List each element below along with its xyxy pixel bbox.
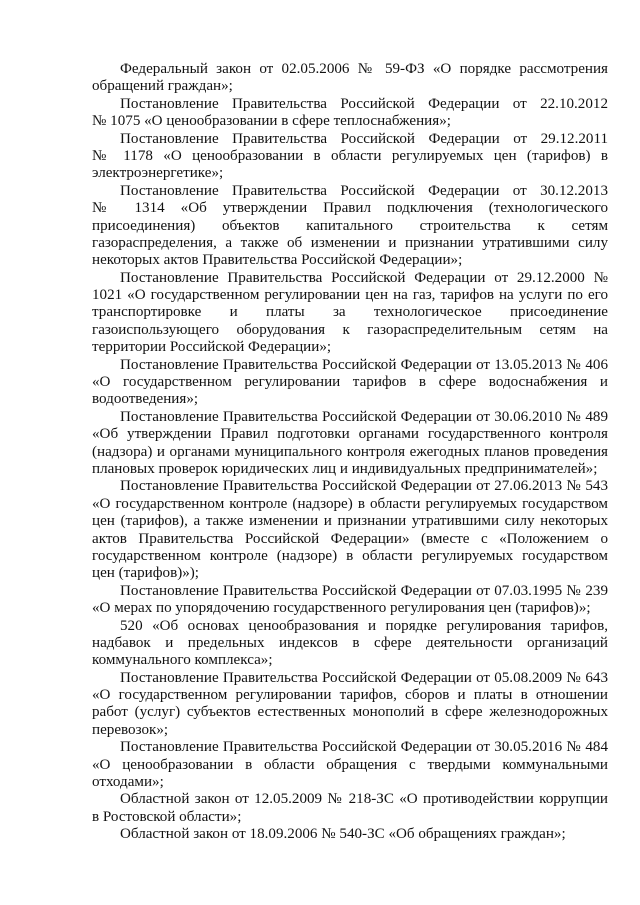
text-line: надбавок и предельных индексов в сфере деятельности организаций — [92, 634, 608, 651]
text-line: Постановление Правительства Российской Федерации от 22.10.2012 — [120, 95, 608, 112]
text-line: № 1075 «О ценообразовании в сфере теплоснабжения»; — [92, 113, 451, 130]
text-line: 520 «Об основах ценообразования и порядке регулирования тарифов, — [120, 617, 608, 634]
legal-acts-list — [92, 61, 608, 844]
text-line: Постановление Правительства Российской Федерации от 13.05.2013 № 406 — [120, 356, 608, 373]
text-line: Постановление Правительства Российской Федерации от 29.12.2000 № — [120, 269, 608, 286]
text-line: Постановление Правительства Российской Федерации от 05.08.2009 № 643 — [120, 669, 608, 686]
text-line: газоиспользующего оборудования к газораспределительным сетям на — [92, 321, 608, 338]
legal-act-item — [92, 270, 608, 357]
text-line: «О государственном регулировании тарифов в сфере водоснабжения и — [92, 374, 608, 391]
text-line: цен (тарифов)»); — [92, 565, 200, 582]
text-line: Постановление Правительства Российской Федерации от 29.12.2011 — [120, 130, 608, 147]
text-line: «О ценообразовании в области обращения с твердыми коммунальными — [92, 756, 608, 773]
text-line: Постановление Правительства Российской Федерации от 30.05.2016 № 484 — [120, 739, 608, 756]
text-line: Постановление Правительства Российской Федерации от 27.06.2013 № 543 — [120, 478, 608, 495]
text-line: обращений граждан»; — [92, 78, 233, 95]
legal-act-item — [92, 96, 608, 131]
text-line: актов Правительства Российской Федерации» (вместе с «Положением о — [92, 530, 608, 547]
text-line: перевозок»; — [92, 721, 169, 738]
text-line: «О государственном контроле (надзоре) в области регулируемых государством — [92, 495, 608, 512]
text-line: Областной закон от 18.09.2006 № 540-ЗС «Об обращениях граждан»; — [120, 826, 566, 843]
text-line: «Об утверждении Правил подготовки органами государственного контроля — [92, 426, 608, 443]
legal-act-item — [92, 409, 608, 479]
text-line: электроэнергетике»; — [92, 165, 224, 182]
text-line: отходами»; — [92, 774, 164, 791]
legal-act-item — [92, 183, 608, 270]
legal-act-item — [92, 61, 608, 96]
text-line: цен (тарифов), а также изменении и признании утратившими силу некоторых — [92, 513, 608, 530]
text-line: «О государственном регулировании тарифов, сборов и платы в отношении — [92, 687, 608, 704]
legal-act-item — [92, 131, 608, 183]
text-line: транспортировке и платы за технологическое присоединение — [92, 304, 608, 321]
text-line: газораспределения, а также об изменении и признании утратившими силу — [92, 234, 608, 251]
text-line: в Ростовской области»; — [92, 808, 242, 825]
text-line: Федеральный закон от 02.05.2006 № 59-ФЗ «О порядке рассмотрения — [120, 61, 608, 77]
legal-act-item — [92, 357, 608, 409]
text-line: присоединения) объектов капитального строительства к сетям — [92, 217, 608, 234]
text-line: Постановление Правительства Российской Федерации от 30.12.2013 — [120, 182, 608, 199]
legal-act-item — [92, 826, 608, 843]
text-line: водоотведения»; — [92, 391, 199, 408]
text-line: «О мерах по упорядочению государственного регулирования цен (тарифов)»; — [92, 600, 591, 617]
text-line: Областной закон от 12.05.2009 № 218-ЗС «О противодействии коррупции — [120, 791, 608, 808]
legal-act-item — [92, 670, 608, 740]
text-line: коммунального комплекса»; — [92, 652, 273, 669]
text-line: 1021 «О государственном регулировании цен на газ, тарифов на услуги по его — [92, 287, 608, 304]
legal-act-item — [92, 478, 608, 582]
legal-act-item — [92, 791, 608, 826]
text-line: Постановление Правительства Российской Федерации от 30.06.2010 № 489 — [120, 408, 608, 425]
legal-act-item — [92, 583, 608, 618]
text-line: плановых проверок юридических лиц и индивидуальных предпринимателей»; — [92, 460, 598, 477]
text-line: территории Российской Федерации»; — [92, 339, 332, 356]
text-line: № 1178 «О ценообразовании в области регулируемых цен (тарифов) в — [92, 147, 608, 164]
text-line: государственном контроле (надзоре) в области регулируемых государством — [92, 547, 608, 564]
legal-act-item — [92, 739, 608, 791]
text-line: некоторых актов Правительства Российской Федерации»; — [92, 252, 463, 269]
text-line: (надзора) и органами муниципального контроля ежегодных планов проведения — [92, 443, 608, 460]
text-line: № 1314 «Об утверждении Правил подключения (технологического — [92, 200, 608, 217]
legal-act-item — [92, 618, 608, 670]
text-line: работ (услуг) субъектов естественных монополий в сфере железнодорожных — [92, 704, 608, 721]
text-line: Постановление Правительства Российской Федерации от 07.03.1995 № 239 — [120, 582, 608, 599]
